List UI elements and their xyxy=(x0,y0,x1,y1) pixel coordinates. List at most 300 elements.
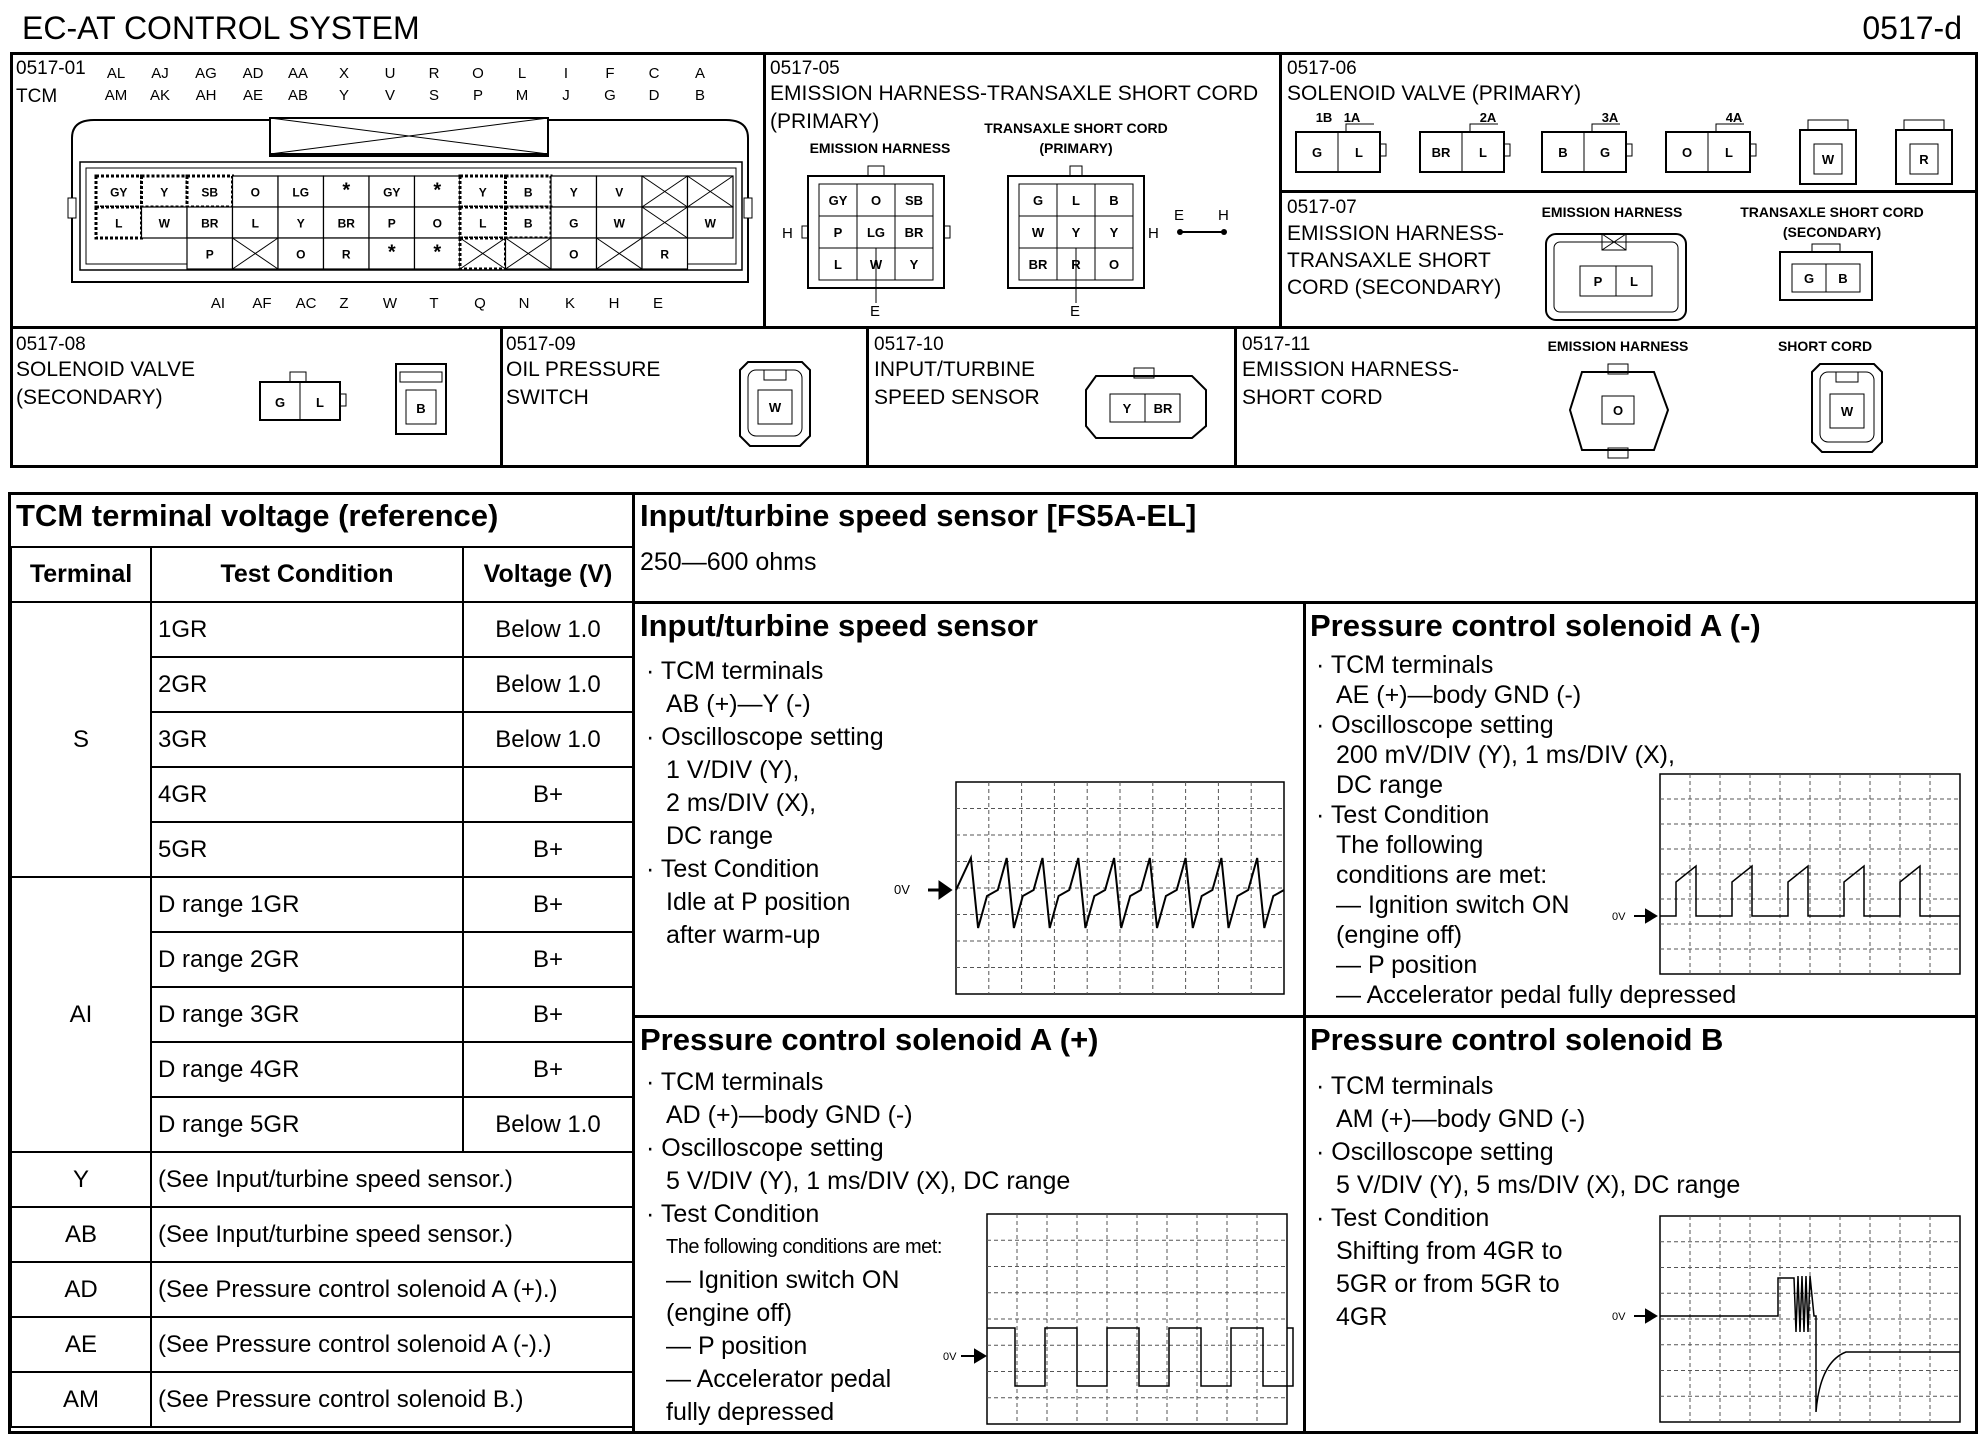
connector-pin: Y xyxy=(1109,225,1119,240)
itss-line-7: · Test Condition xyxy=(646,855,820,883)
pcsam-oscilloscope xyxy=(1610,770,1970,980)
svg-text:*: * xyxy=(433,241,442,264)
c0511-sub-left: EMISSION HARNESS xyxy=(1547,338,1689,354)
tcm-pin-letter: AG xyxy=(195,65,217,82)
itss-line-1: · TCM terminals xyxy=(646,657,824,685)
terminal-cell: AD xyxy=(11,1262,151,1317)
c0505-code: 0517-05 xyxy=(770,58,840,79)
c0505-h-right: H xyxy=(1148,225,1159,242)
condition-cell: 1GR xyxy=(151,602,463,657)
svg-text:Y: Y xyxy=(296,216,305,231)
tcm-pin xyxy=(187,238,233,269)
tcm-pin xyxy=(460,207,506,238)
c0505-diagram xyxy=(778,158,1268,318)
voltage-cell: B+ xyxy=(463,1042,633,1097)
tcm-pin-letter: AM xyxy=(104,87,128,104)
itss-oscilloscope xyxy=(892,778,1292,998)
page-number: 0517-d xyxy=(1862,10,1962,46)
svg-text:G: G xyxy=(569,216,579,231)
condition-cell: (See Input/turbine speed sensor.) xyxy=(151,1152,633,1207)
svg-text:B: B xyxy=(523,216,533,231)
tcm-pin xyxy=(688,207,734,238)
tcm-pin xyxy=(597,207,643,238)
pcsap-line-10: — Accelerator pedal xyxy=(666,1365,892,1393)
pin-tag: 4A xyxy=(1725,110,1743,125)
c0511-diagram xyxy=(1568,358,1918,464)
tcm-pin-letter: AL xyxy=(106,65,126,82)
pcsb-line-4: 5 V/DIV (Y), 5 ms/DIV (X), DC range xyxy=(1336,1171,1741,1199)
svg-text:BR: BR xyxy=(337,216,355,231)
pcsb-zero-volt: 0V xyxy=(1612,1311,1626,1323)
tcm-pin xyxy=(460,176,506,207)
c0507-sub-left: EMISSION HARNESS xyxy=(1541,204,1683,220)
voltage-cell: B+ xyxy=(463,822,633,877)
pcsb-oscilloscope xyxy=(1610,1212,1970,1426)
svg-text:GY: GY xyxy=(110,185,128,200)
svg-text:LG: LG xyxy=(292,185,310,200)
pin-tag: 1B xyxy=(1315,110,1333,125)
condition-cell: 2GR xyxy=(151,657,463,712)
tcm-pin xyxy=(551,207,597,238)
tcm-pin-letter: AA xyxy=(287,65,309,82)
tcm-pin-letter: N xyxy=(518,295,530,312)
tcm-pin xyxy=(415,207,461,238)
svg-text:W: W xyxy=(704,216,716,231)
tcm-pin xyxy=(506,207,552,238)
tcm-pin-letter: AK xyxy=(149,87,171,104)
pcsap-line-7: — Ignition switch ON xyxy=(666,1266,900,1294)
pcsam-line-5: DC range xyxy=(1336,771,1443,799)
tcm-pin-letter: S xyxy=(428,87,440,104)
c0507-code: 0517-07 xyxy=(1287,197,1357,218)
pcsap-oscilloscope xyxy=(935,1208,1295,1428)
c0505-title2: (PRIMARY) xyxy=(770,110,880,133)
voltage-table-title: TCM terminal voltage (reference) xyxy=(16,498,499,533)
connector-pin: O xyxy=(870,193,882,208)
c0505-sub-left: EMISSION HARNESS xyxy=(809,140,951,156)
pcsb-line-3: · Oscilloscope setting xyxy=(1316,1138,1554,1166)
svg-text:Y: Y xyxy=(160,185,169,200)
tcm-pin-letter: H xyxy=(608,295,620,312)
c0505-sub-right2: (PRIMARY) xyxy=(1039,140,1113,156)
table-row xyxy=(11,1152,633,1207)
tcm-pin xyxy=(233,238,279,269)
c0508-diagram xyxy=(250,358,460,438)
itss-text xyxy=(640,655,884,952)
tcm-pin xyxy=(642,176,688,207)
tcm-pin xyxy=(278,176,324,207)
connector-pin: Y xyxy=(1071,225,1081,240)
pcsam-line-1: · TCM terminals xyxy=(1316,651,1494,679)
voltage-table-header xyxy=(11,547,633,602)
pcsb-line-6: Shifting from 4GR to xyxy=(1336,1237,1563,1265)
fs5a-title: Input/turbine speed sensor [FS5A-EL] xyxy=(640,498,1197,533)
pcsam-line-6: · Test Condition xyxy=(1316,801,1490,829)
c0507-pin-g: G xyxy=(1803,271,1815,286)
svg-text:BR: BR xyxy=(201,216,219,231)
svg-text:L: L xyxy=(251,216,259,231)
tcm-pin xyxy=(597,176,643,207)
svg-text:L: L xyxy=(479,216,487,231)
tcm-pin xyxy=(278,207,324,238)
svg-text:*: * xyxy=(342,179,351,202)
pcsap-line-6: The following conditions are met: xyxy=(666,1236,942,1258)
svg-text:O: O xyxy=(250,185,260,200)
pcsap-title: Pressure control solenoid A (+) xyxy=(640,1022,1099,1057)
c0507-sub-right1: TRANSAXLE SHORT CORD xyxy=(1740,204,1924,220)
svg-text:B: B xyxy=(523,185,533,200)
tcm-pin-letter: P xyxy=(472,87,484,104)
connector-pin: L xyxy=(1725,145,1733,160)
svg-text:P: P xyxy=(205,247,214,262)
c0505-h-jumper: H xyxy=(1218,207,1229,224)
pcsam-line-7: The following xyxy=(1336,831,1484,859)
c0507-pin-l: L xyxy=(1630,274,1638,289)
condition-cell: (See Pressure control solenoid B.) xyxy=(151,1372,633,1427)
pcsap-line-1: · TCM terminals xyxy=(646,1068,824,1096)
svg-text:R: R xyxy=(341,247,351,262)
connector-pin: LG xyxy=(866,225,886,240)
pcsam-line-10: (engine off) xyxy=(1336,921,1463,949)
condition-cell: D range 3GR xyxy=(151,987,463,1042)
pin-tag: 3A xyxy=(1601,110,1619,125)
fs5a-resistance: 250—600 ohms xyxy=(640,548,817,576)
itss-zero-volt: 0V xyxy=(894,882,910,897)
itss-line-9: after warm-up xyxy=(666,921,821,949)
voltage-cell: B+ xyxy=(463,767,633,822)
header-terminal: Terminal xyxy=(11,547,151,602)
c0510-title2: SPEED SENSOR xyxy=(874,386,1040,409)
c0505-sub-right1: TRANSAXLE SHORT CORD xyxy=(984,120,1168,136)
connector-pin: SB xyxy=(904,193,924,208)
tcm-pin-letter: A xyxy=(694,65,706,82)
c0507-title1: EMISSION HARNESS- xyxy=(1287,222,1505,245)
connector-pin: GY xyxy=(828,193,848,208)
connector-pin: L xyxy=(834,257,842,272)
c0506-title: SOLENOID VALVE (PRIMARY) xyxy=(1287,82,1582,105)
svg-text:GY: GY xyxy=(383,185,401,200)
connector-pin: W xyxy=(1821,152,1835,167)
itss-line-2: AB (+)—Y (-) xyxy=(666,690,811,718)
itss-line-3: · Oscilloscope setting xyxy=(646,723,884,751)
c0510-pin-br: BR xyxy=(1153,401,1173,416)
tcm-pin-letter: C xyxy=(648,65,660,82)
connector-pin: G xyxy=(1311,145,1323,160)
svg-text:V: V xyxy=(615,185,624,200)
pcsam-line-8: conditions are met: xyxy=(1336,861,1548,889)
connector-pin: W xyxy=(869,257,883,272)
condition-cell: 5GR xyxy=(151,822,463,877)
connector-pin: W xyxy=(1031,225,1045,240)
tcm-pin-letter: G xyxy=(604,87,616,104)
condition-cell: 4GR xyxy=(151,767,463,822)
connector-pin: R xyxy=(1919,152,1929,167)
terminal-cell: Y xyxy=(11,1152,151,1207)
pcsam-line-11: — P position xyxy=(1336,951,1478,979)
pcsap-line-4: 5 V/DIV (Y), 1 ms/DIV (X), DC range xyxy=(666,1167,1071,1195)
pcsb-line-2: AM (+)—body GND (-) xyxy=(1336,1105,1586,1133)
connector-pin: G xyxy=(1599,145,1611,160)
tcm-pin-letter: AF xyxy=(252,295,272,312)
c0510-title1: INPUT/TURBINE xyxy=(874,358,1036,381)
tcm-pin xyxy=(233,176,279,207)
svg-text:*: * xyxy=(387,241,396,264)
tcm-pin xyxy=(415,176,461,207)
connector-pin: BR xyxy=(1431,145,1451,160)
pcsap-line-2: AD (+)—body GND (-) xyxy=(666,1101,913,1129)
tcm-pin-letter: F xyxy=(605,65,615,82)
tcm-pin xyxy=(688,176,734,207)
condition-cell: D range 5GR xyxy=(151,1097,463,1152)
connector-pin: O xyxy=(1681,145,1693,160)
pcsap-zero-volt: 0V xyxy=(943,1351,957,1363)
c0507-sub-right2: (SECONDARY) xyxy=(1782,224,1882,240)
table-row xyxy=(11,602,633,657)
tcm-pin-letter: AE xyxy=(242,87,264,104)
itss-line-8: Idle at P position xyxy=(666,888,851,916)
tcm-pin xyxy=(597,238,643,269)
tcm-pin xyxy=(233,207,279,238)
tcm-pin-letter: E xyxy=(652,295,664,312)
svg-text:*: * xyxy=(433,179,442,202)
c0509-title2: SWITCH xyxy=(506,386,589,409)
tcm-pin xyxy=(324,176,370,207)
connector-pin: BR xyxy=(904,225,924,240)
c0510-diagram xyxy=(1082,364,1212,444)
c0511-pin-w: W xyxy=(1840,404,1854,419)
tcm-pin-letter: W xyxy=(382,295,398,312)
tcm-pin-letter: D xyxy=(648,87,660,104)
tcm-pin-letter: J xyxy=(562,87,570,104)
connector-pin: L xyxy=(1072,193,1080,208)
tcm-pin-letter: L xyxy=(517,65,527,82)
condition-cell: 3GR xyxy=(151,712,463,767)
connector-pin: L xyxy=(1479,145,1487,160)
pin-tag: 2A xyxy=(1479,110,1497,125)
svg-text:Y: Y xyxy=(478,185,487,200)
voltage-cell: B+ xyxy=(463,987,633,1042)
page-title: EC-AT CONTROL SYSTEM xyxy=(22,10,420,46)
header-test-condition: Test Condition xyxy=(151,547,463,602)
tcm-label: TCM xyxy=(16,86,58,107)
pcsap-line-3: · Oscilloscope setting xyxy=(646,1134,884,1162)
svg-text:W: W xyxy=(613,216,625,231)
c0510-pin-y: Y xyxy=(1122,401,1132,416)
c0505-e-right: E xyxy=(1070,303,1081,318)
tcm-pin-letter: I xyxy=(563,65,569,82)
voltage-cell: B+ xyxy=(463,877,633,932)
c0511-code: 0517-11 xyxy=(1242,334,1311,355)
pcsam-zero-volt: 0V xyxy=(1612,911,1626,923)
tcm-connector-diagram xyxy=(60,56,760,318)
terminal-cell: AB xyxy=(11,1207,151,1262)
pcsam-line-12: — Accelerator pedal fully depressed xyxy=(1336,981,1737,1009)
tcm-pin-letter: X xyxy=(338,65,350,82)
c0508-pin-l: L xyxy=(316,395,324,410)
tcm-pin xyxy=(642,238,688,269)
c0510-code: 0517-10 xyxy=(874,334,944,355)
itss-line-4: 1 V/DIV (Y), xyxy=(666,756,800,784)
itss-line-6: DC range xyxy=(666,822,773,850)
pcsap-line-9: — P position xyxy=(666,1332,808,1360)
c0505-e-left: E xyxy=(870,303,881,318)
voltage-cell: Below 1.0 xyxy=(463,602,633,657)
tcm-pin xyxy=(96,207,142,238)
tcm-pin-letter: O xyxy=(472,65,484,82)
pcsam-line-9: — Ignition switch ON xyxy=(1336,891,1570,919)
pcsam-line-3: · Oscilloscope setting xyxy=(1316,711,1554,739)
tcm-pin-letter: T xyxy=(429,295,439,312)
table-row xyxy=(11,1372,633,1427)
svg-text:O: O xyxy=(296,247,306,262)
c0505-h-left: H xyxy=(782,225,793,242)
svg-text:W: W xyxy=(158,216,170,231)
c0508-title1: SOLENOID VALVE xyxy=(16,358,195,381)
c0507-diagram xyxy=(1540,226,1960,326)
tcm-pin-letter: Y xyxy=(338,87,350,104)
c0509-code: 0517-09 xyxy=(506,334,576,355)
pcsam-line-2: AE (+)—body GND (-) xyxy=(1336,681,1582,709)
tcm-pin xyxy=(369,238,415,269)
tcm-pin-letter: Q xyxy=(474,295,486,312)
c0506-diagram xyxy=(1290,110,1978,188)
pcsap-line-5: · Test Condition xyxy=(646,1200,820,1228)
terminal-cell: AE xyxy=(11,1317,151,1372)
tcm-pin-letter: AJ xyxy=(151,65,169,82)
c0511-title2: SHORT CORD xyxy=(1242,386,1383,409)
tcm-pin-letter: R xyxy=(428,65,440,82)
tcm-pin xyxy=(369,176,415,207)
c0509-title1: OIL PRESSURE xyxy=(506,358,661,381)
pcsb-line-7: 5GR or from 5GR to xyxy=(1336,1270,1560,1298)
condition-cell: (See Pressure control solenoid A (-).) xyxy=(151,1317,633,1372)
tcm-pin xyxy=(142,176,188,207)
tcm-pin-letter: K xyxy=(564,295,576,312)
c0508-code: 0517-08 xyxy=(16,334,86,355)
pcsam-title: Pressure control solenoid A (-) xyxy=(1310,608,1761,643)
svg-text:O: O xyxy=(432,216,442,231)
c0508-pin-b: B xyxy=(416,401,426,416)
tcm-pin-letter: AH xyxy=(195,87,217,104)
pcsam-line-4: 200 mV/DIV (Y), 1 ms/DIV (X), xyxy=(1336,741,1675,769)
tcm-pin xyxy=(324,207,370,238)
tcm-pin xyxy=(551,238,597,269)
c0511-title1: EMISSION HARNESS- xyxy=(1242,358,1460,381)
connector-pin: BR xyxy=(1028,257,1048,272)
tcm-pin xyxy=(187,176,233,207)
tcm-pin-letter: AC xyxy=(295,295,317,312)
tcm-pin-letter: V xyxy=(384,87,396,104)
connector-pin: P xyxy=(833,225,843,240)
tcm-pin-letter: AB xyxy=(287,87,309,104)
svg-text:L: L xyxy=(115,216,123,231)
c0509-pin-w: W xyxy=(768,400,782,415)
c0511-pin-o: O xyxy=(1612,403,1624,418)
connector-pin: B xyxy=(1558,145,1568,160)
c0507-title2: TRANSAXLE SHORT xyxy=(1287,249,1491,272)
connector-pin: G xyxy=(1032,193,1044,208)
tcm-pin-letter: B xyxy=(694,87,706,104)
tcm-pin xyxy=(551,176,597,207)
condition-cell: D range 2GR xyxy=(151,932,463,987)
c0507-pin-b: B xyxy=(1838,271,1848,286)
tcm-pin xyxy=(324,238,370,269)
pcsb-line-1: · TCM terminals xyxy=(1316,1072,1494,1100)
tcm-pin xyxy=(369,207,415,238)
itss-title: Input/turbine speed sensor xyxy=(640,608,1038,643)
tcm-pin xyxy=(506,176,552,207)
itss-line-5: 2 ms/DIV (X), xyxy=(666,789,817,817)
tcm-pin xyxy=(187,207,233,238)
connector-pin: Y xyxy=(909,257,919,272)
pin-tag: 1A xyxy=(1343,110,1361,125)
terminal-cell: AM xyxy=(11,1372,151,1427)
c0511-sub-right: SHORT CORD xyxy=(1777,338,1873,354)
voltage-cell: B+ xyxy=(463,932,633,987)
c0507-pin-p: P xyxy=(1593,274,1603,289)
svg-text:SB: SB xyxy=(201,185,219,200)
c0508-title2: (SECONDARY) xyxy=(16,386,163,409)
voltage-cell: Below 1.0 xyxy=(463,712,633,767)
c0509-diagram xyxy=(730,356,830,456)
pcsap-line-11: fully depressed xyxy=(666,1398,835,1426)
voltage-table xyxy=(10,546,634,1428)
tcm-pin xyxy=(415,238,461,269)
condition-cell: D range 4GR xyxy=(151,1042,463,1097)
pcsb-line-8: 4GR xyxy=(1336,1303,1388,1331)
pcsb-line-5: · Test Condition xyxy=(1316,1204,1490,1232)
pcsap-line-8: (engine off) xyxy=(666,1299,793,1327)
tcm-pin-letter: Z xyxy=(339,295,349,312)
tcm-pin xyxy=(460,238,506,269)
svg-text:Y: Y xyxy=(569,185,578,200)
c0505-e-jumper: E xyxy=(1174,207,1185,224)
terminal-cell: S xyxy=(11,602,151,877)
tcm-pin xyxy=(506,238,552,269)
table-row xyxy=(11,1207,633,1262)
svg-text:R: R xyxy=(660,247,670,262)
tcm-pin-letter: M xyxy=(515,87,529,104)
tcm-pin xyxy=(642,207,688,238)
connector-pin: O xyxy=(1108,257,1120,272)
tcm-pin xyxy=(96,176,142,207)
voltage-cell: Below 1.0 xyxy=(463,1097,633,1152)
terminal-cell: AI xyxy=(11,877,151,1152)
tcm-pin-letter: U xyxy=(384,65,396,82)
condition-cell: (See Pressure control solenoid A (+).) xyxy=(151,1262,633,1317)
tcm-pin xyxy=(142,207,188,238)
svg-text:P: P xyxy=(387,216,396,231)
tcm-code: 0517-01 xyxy=(16,58,86,79)
tcm-pin-letter: AI xyxy=(210,295,226,312)
pcsb-title: Pressure control solenoid B xyxy=(1310,1022,1724,1057)
voltage-cell: Below 1.0 xyxy=(463,657,633,712)
table-row xyxy=(11,1317,633,1372)
c0506-code: 0517-06 xyxy=(1287,58,1357,79)
table-row xyxy=(11,877,633,932)
c0508-pin-g: G xyxy=(274,395,286,410)
svg-text:O: O xyxy=(569,247,579,262)
header-voltage: Voltage (V) xyxy=(463,547,633,602)
connector-pin: L xyxy=(1355,145,1363,160)
table-row xyxy=(11,1262,633,1317)
c0505-title: EMISSION HARNESS-TRANSAXLE SHORT CORD xyxy=(770,82,1259,105)
condition-cell: D range 1GR xyxy=(151,877,463,932)
tcm-pin xyxy=(278,238,324,269)
connector-pin: R xyxy=(1071,257,1081,272)
tcm-pin-letter: AD xyxy=(242,65,264,82)
connector-pin: B xyxy=(1109,193,1119,208)
